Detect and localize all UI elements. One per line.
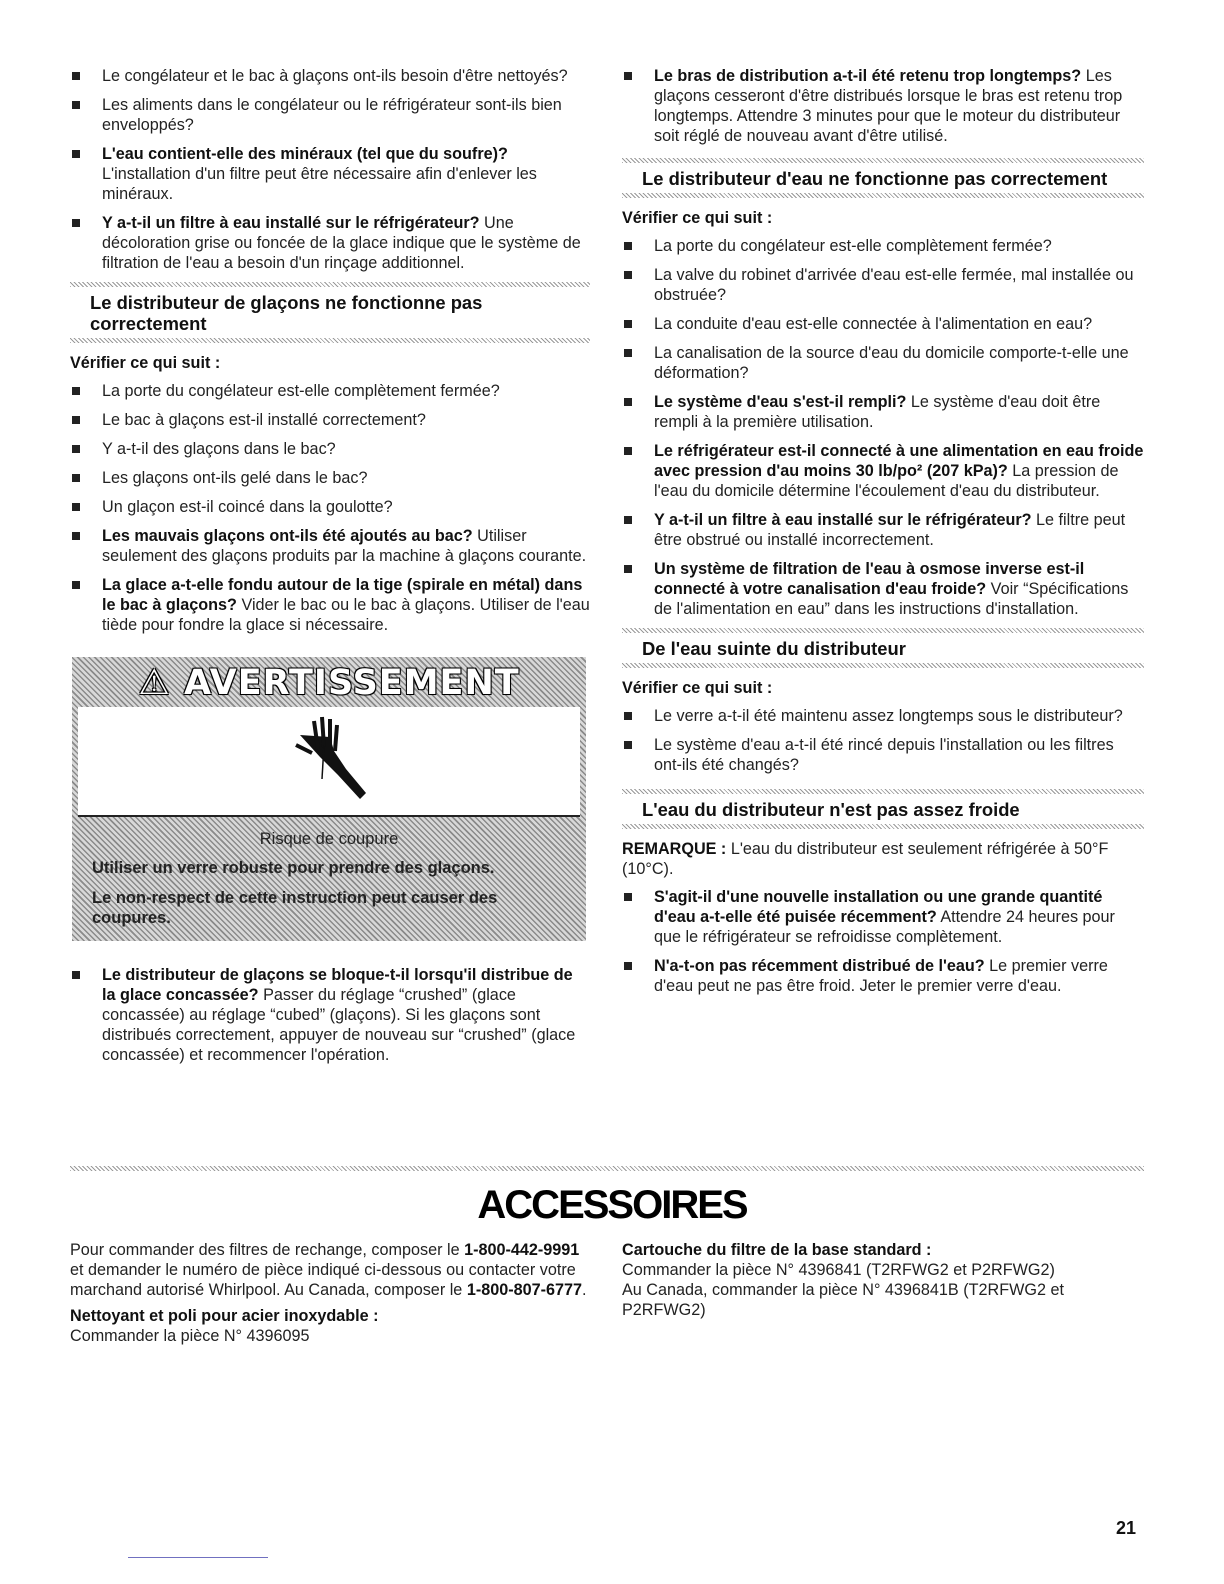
ice-bullet-list bbox=[70, 381, 590, 635]
list-item-question: S'agit-il d'une nouvelle installation ou une grande quantité d'eau a-t-elle été puisée récemment? bbox=[654, 888, 1103, 926]
footer-line bbox=[128, 1557, 268, 1558]
list-item bbox=[622, 314, 1144, 334]
warning-box bbox=[72, 657, 586, 941]
warning-text-panel bbox=[78, 819, 580, 935]
cleaner-label: Nettoyant et poli pour acier inoxydable : bbox=[70, 1307, 379, 1325]
list-item-text: Vider le bac ou le bac à glaçons. Utiliser de l'eau tiède pour fondre la glace si nécessaire. bbox=[102, 596, 590, 634]
list-item-text: L'installation d'un filtre peut être nécessaire afin d'enlever les minéraux. bbox=[102, 165, 537, 203]
list-item-question: Le système d'eau s'est-il rempli? bbox=[654, 393, 907, 411]
list-item-text: Attendre 24 heures pour que le réfrigérateur se refroidisse complètement. bbox=[654, 908, 1115, 946]
order-text-3: . bbox=[582, 1281, 587, 1299]
order-paragraph bbox=[70, 1240, 590, 1300]
list-item bbox=[622, 343, 1144, 383]
list-item bbox=[70, 468, 590, 488]
list-item-text: Le système d'eau doit être rempli à la première utilisation. bbox=[654, 393, 1101, 431]
list-item-question: Y a-t-il un filtre à eau installé sur le réfrigérateur? bbox=[102, 214, 480, 232]
accessories-title: ACCESSOIRES bbox=[477, 1183, 747, 1227]
list-item-text: Le premier verre d'eau peut ne pas être froid. Jeter le premier verre d'eau. bbox=[654, 957, 1108, 995]
leak-bullet-list bbox=[622, 706, 1144, 775]
leak-section-header bbox=[622, 628, 1144, 668]
section-title: De l'eau suinte du distributeur bbox=[642, 638, 906, 659]
after-warning-bullet-list bbox=[70, 965, 590, 1065]
hatch-rule bbox=[622, 824, 1144, 829]
water-dispenser-section-header bbox=[622, 158, 1144, 198]
list-item-text: La porte du congélateur est-elle complètement fermée? bbox=[654, 237, 1052, 255]
hatch-rule bbox=[622, 663, 1144, 668]
list-item-question: N'a-t-on pas récemment distribué de l'eau? bbox=[654, 957, 985, 975]
accessories-divider bbox=[70, 1166, 1144, 1171]
warning-risk: Risque de coupure bbox=[259, 830, 399, 848]
list-item bbox=[622, 735, 1144, 775]
list-item-text: Utiliser seulement des glaçons produits par la machine à glaçons courante. bbox=[102, 527, 587, 565]
list-item bbox=[70, 526, 590, 566]
warning-triangle-icon: ⚠ bbox=[138, 663, 171, 703]
list-item bbox=[622, 559, 1144, 619]
list-item-text: La canalisation de la source d'eau du domicile comporte-t-elle une déformation? bbox=[654, 344, 1129, 382]
list-item-text: Passer du réglage “crushed” (glace concassée) au réglage “cubed” (glaçons). Si les glaçons sont distribués correctement, appuyer de nouveau sur “crushed” (glace concassée) et recommencer l'opération. bbox=[102, 986, 576, 1064]
remark-label: REMARQUE : bbox=[622, 840, 727, 858]
list-item-text: Le verre a-t-il été maintenu assez longtemps sous le distributeur? bbox=[654, 707, 1123, 725]
list-item-text: Voir “Spécifications de l'alimentation en eau” dans les instructions d'installation. bbox=[654, 580, 1129, 618]
remark-note bbox=[622, 839, 1144, 879]
cartridge-label: Cartouche du filtre de la base standard : bbox=[622, 1241, 932, 1259]
list-item bbox=[622, 706, 1144, 726]
warning-consequence: Le non-respect de cette instruction peut causer des coupures. bbox=[92, 889, 498, 927]
list-item bbox=[70, 381, 590, 401]
water-bullet-list bbox=[622, 236, 1144, 619]
warning-title-text: AVERTISSEMENT bbox=[183, 663, 520, 703]
list-item-question: Le réfrigérateur est-il connecté à une alimentation en eau froide avec pression d'au moins 30 lb/po² (207 kPa)? bbox=[654, 442, 1144, 480]
left-column bbox=[70, 66, 590, 1074]
list-item-text: Le congélateur et le bac à glaçons ont-ils besoin d'être nettoyés? bbox=[102, 67, 568, 85]
section-title: Le distributeur de glaçons ne fonctionne pas correctement bbox=[90, 292, 483, 334]
list-item bbox=[622, 66, 1144, 146]
list-item bbox=[622, 510, 1144, 550]
list-item-text: Le bac à glaçons est-il installé correctement? bbox=[102, 411, 426, 429]
hatch-rule bbox=[622, 193, 1144, 198]
list-item-text: La valve du robinet d'arrivée d'eau est-elle fermée, mal installée ou obstruée? bbox=[654, 266, 1134, 304]
list-item-text: Les glaçons ont-ils gelé dans le bac? bbox=[102, 469, 368, 487]
list-item-question: La glace a-t-elle fondu autour de la tige (spirale en métal) dans le bac à glaçons? bbox=[102, 576, 583, 614]
warning-instruction: Utiliser un verre robuste pour prendre des glaçons. bbox=[92, 859, 495, 877]
list-item-text: La porte du congélateur est-elle complètement fermée? bbox=[102, 382, 500, 400]
list-item-question: Un système de filtration de l'eau à osmose inverse est-il connecté à votre canalisation d'eau froide? bbox=[654, 560, 1085, 598]
order-text-2: et demander le numéro de pièce indiqué ci-dessous ou contacter votre marchand autorisé Whirlpool. Au Canada, composer le bbox=[70, 1261, 576, 1299]
warning-title bbox=[72, 663, 586, 703]
list-item-question: Les mauvais glaçons ont-ils été ajoutés au bac? bbox=[102, 527, 473, 545]
list-item bbox=[70, 144, 590, 204]
list-item-text: La conduite d'eau est-elle connectée à l'alimentation en eau? bbox=[654, 315, 1093, 333]
check-label: Vérifier ce qui suit : bbox=[622, 679, 773, 697]
list-item bbox=[70, 410, 590, 430]
page-number: 21 bbox=[1116, 1518, 1137, 1538]
list-item bbox=[70, 95, 590, 135]
list-item bbox=[70, 575, 590, 635]
list-item bbox=[70, 497, 590, 517]
cleaner-text: Commander la pièce N° 4396095 bbox=[70, 1327, 310, 1345]
cartridge-text-canada: Au Canada, commander la pièce N° 4396841B (T2RFWG2 et P2RFWG2) bbox=[622, 1281, 1064, 1319]
order-text-1: Pour commander des filtres de rechange, composer le bbox=[70, 1241, 465, 1259]
list-item bbox=[70, 213, 590, 273]
list-item bbox=[622, 887, 1144, 947]
phone-ca: 1-800-807-6777 bbox=[466, 1281, 583, 1299]
list-item bbox=[622, 441, 1144, 501]
remark-text: L'eau du distributeur est seulement réfrigérée à 50°F (10°C). bbox=[622, 840, 1109, 878]
accessories-left bbox=[70, 1240, 590, 1346]
list-item-text: Un glaçon est-il coincé dans la goulotte? bbox=[102, 498, 393, 516]
list-item-text: Les aliments dans le congélateur ou le réfrigérateur sont-ils bien enveloppés? bbox=[102, 96, 562, 134]
warning-picture-panel bbox=[78, 707, 580, 817]
list-item-text: Une décoloration grise ou foncée de la glace indique que le système de filtration de l'eau a besoin d'un rinçage additionnel. bbox=[102, 214, 581, 272]
warning-inner bbox=[78, 707, 580, 935]
list-item-text: Les glaçons cesseront d'être distribués lorsque le bras est retenu trop longtemps. Attendre 3 minutes pour que le moteur du distributeur soit réglé de nouveau avant d'être utilisé. bbox=[654, 67, 1123, 145]
check-label: Vérifier ce qui suit : bbox=[622, 209, 773, 227]
cold-water-section-header bbox=[622, 789, 1144, 829]
hatch-rule bbox=[70, 338, 590, 343]
list-item-text: Le filtre peut être obstrué ou installé incorrectement. bbox=[654, 511, 1126, 549]
list-item-question: Le distributeur de glaçons se bloque-t-il lorsqu'il distribue de la glace concassée? bbox=[102, 966, 573, 1004]
list-item-question: Le bras de distribution a-t-il été retenu trop longtemps? bbox=[654, 67, 1082, 85]
list-item bbox=[622, 392, 1144, 432]
cold-bullet-list bbox=[622, 887, 1144, 996]
section-title: Le distributeur d'eau ne fonctionne pas correctement bbox=[642, 168, 1108, 189]
ice-dispenser-section-header bbox=[70, 282, 590, 343]
cut-hand-icon bbox=[290, 715, 372, 807]
list-item-text: Le système d'eau a-t-il été rincé depuis l'installation ou les filtres ont-ils été changés? bbox=[654, 736, 1114, 774]
phone-us: 1-800-442-9991 bbox=[464, 1241, 580, 1259]
list-item-question: L'eau contient-elle des minéraux (tel que du soufre)? bbox=[102, 145, 508, 163]
right-top-bullet-list bbox=[622, 66, 1144, 146]
list-item bbox=[622, 236, 1144, 256]
list-item bbox=[70, 439, 590, 459]
accessories-right bbox=[622, 1240, 1144, 1320]
list-item-text: Y a-t-il des glaçons dans le bac? bbox=[102, 440, 336, 458]
check-label: Vérifier ce qui suit : bbox=[70, 354, 221, 372]
list-item-text: La pression de l'eau du domicile détermine l'écoulement d'eau du distributeur. bbox=[654, 462, 1119, 500]
right-column bbox=[622, 66, 1144, 1005]
intro-bullet-list bbox=[70, 66, 590, 273]
list-item bbox=[622, 265, 1144, 305]
list-item-question: Y a-t-il un filtre à eau installé sur le réfrigérateur? bbox=[654, 511, 1032, 529]
cartridge-text-us: Commander la pièce N° 4396841 (T2RFWG2 et P2RFWG2) bbox=[622, 1261, 1055, 1279]
list-item bbox=[622, 956, 1144, 996]
section-title: L'eau du distributeur n'est pas assez froide bbox=[642, 799, 1020, 820]
list-item bbox=[70, 66, 590, 86]
list-item bbox=[70, 965, 590, 1065]
